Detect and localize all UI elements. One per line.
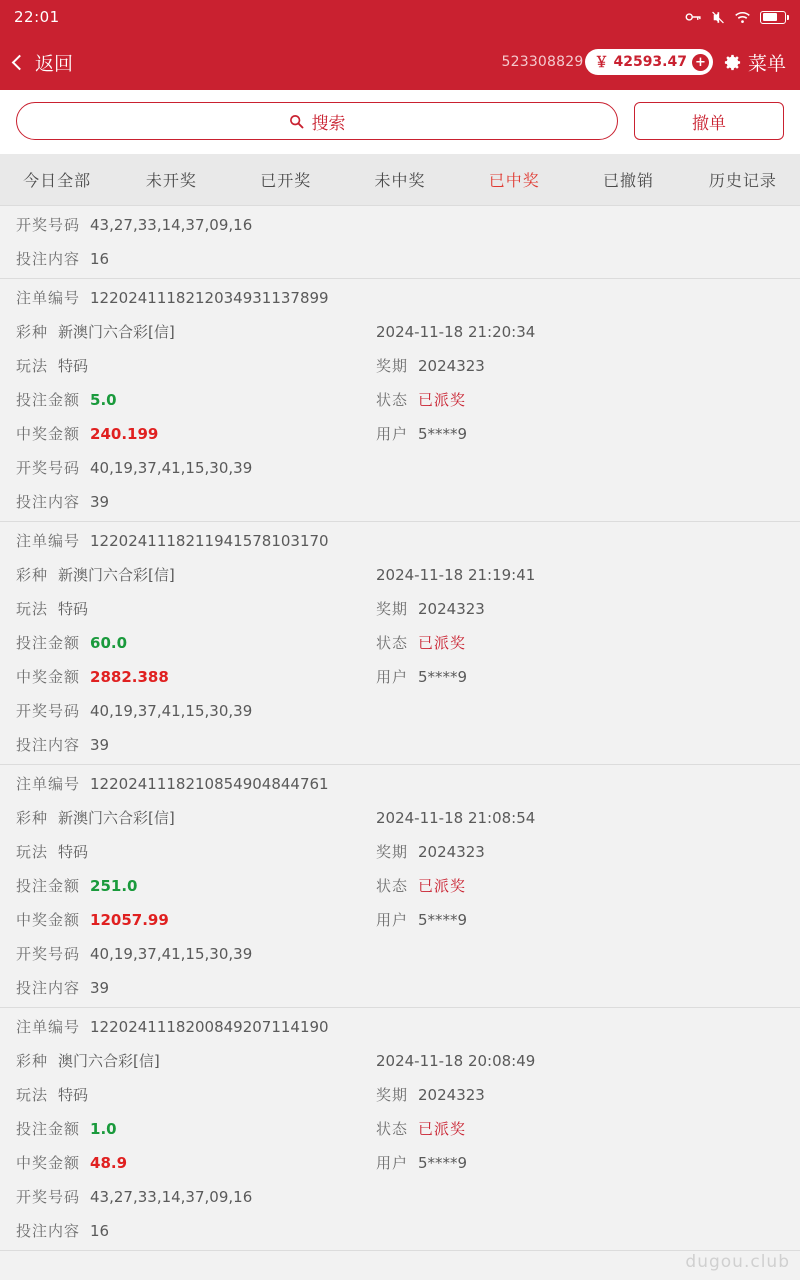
status-label: 状态 [376, 877, 409, 895]
status-badge: 已派奖 [418, 1120, 467, 1138]
bet-content-value: 39 [90, 736, 110, 754]
lottery-value: 澳门六合彩[信] [58, 1052, 160, 1070]
win-amount-value: 48.9 [90, 1154, 128, 1172]
tab-cancelled[interactable]: 已撤销 [603, 171, 655, 190]
lottery-field [16, 321, 376, 343]
lottery-time-row [0, 315, 800, 349]
status-field [376, 389, 784, 411]
tab-bar [0, 154, 800, 206]
list-item[interactable] [0, 522, 800, 765]
playtype-field [16, 355, 376, 377]
search-icon [289, 114, 304, 129]
lottery-label: 彩种 [16, 1052, 49, 1070]
watermark: dugou.club [685, 1252, 790, 1272]
issue-label: 奖期 [376, 1086, 409, 1104]
order-no-row [0, 524, 800, 558]
draw-numbers-row [0, 451, 800, 485]
cancel-order-button[interactable] [634, 102, 784, 140]
playtype-label: 玩法 [16, 600, 49, 618]
lottery-label: 彩种 [16, 566, 49, 584]
issue-label: 奖期 [376, 357, 409, 375]
bet-amount-label: 投注金额 [16, 391, 81, 409]
currency-symbol: ￥ [594, 55, 609, 71]
user-label: 用户 [376, 1154, 409, 1172]
wifi-icon [734, 11, 751, 24]
bet-content-label: 投注内容 [16, 1222, 81, 1240]
status-icon-group [685, 10, 786, 25]
playtype-issue-row [0, 349, 800, 383]
account-id: 523308829 [501, 54, 584, 70]
status-badge: 已派奖 [418, 634, 467, 652]
order-no-row [0, 767, 800, 801]
title-bar [0, 34, 800, 90]
bet-amount-label: 投注金额 [16, 634, 81, 652]
bet-content-row [0, 242, 800, 276]
playtype-value: 特码 [58, 357, 89, 375]
order-no-label: 注单编号 [16, 1018, 81, 1036]
bet-content-value: 16 [90, 1222, 110, 1240]
draw-numbers-value: 40,19,37,41,15,30,39 [90, 945, 253, 963]
user-value: 5****9 [418, 1154, 468, 1172]
order-list[interactable] [0, 206, 800, 1280]
draw-numbers-row [0, 1180, 800, 1214]
bet-amount-status-row [0, 626, 800, 660]
bet-amount-field [16, 389, 376, 411]
bet-amount-status-row [0, 869, 800, 903]
playtype-value: 特码 [58, 600, 89, 618]
win-amount-field [16, 909, 376, 931]
time-value: 2024-11-18 20:08:49 [376, 1052, 536, 1070]
draw-numbers-value: 40,19,37,41,15,30,39 [90, 459, 253, 477]
bet-amount-value: 60.0 [90, 634, 128, 652]
bet-content-value: 39 [90, 493, 110, 511]
playtype-label: 玩法 [16, 1086, 49, 1104]
search-label: 搜索 [311, 113, 346, 134]
user-field [376, 423, 784, 445]
order-no-label: 注单编号 [16, 289, 81, 307]
order-no-label: 注单编号 [16, 532, 81, 550]
win-amount-user-row [0, 1146, 800, 1180]
bet-content-value: 16 [90, 250, 110, 268]
bet-content-label: 投注内容 [16, 979, 81, 997]
issue-value: 2024323 [418, 1086, 485, 1104]
time-value: 2024-11-18 21:19:41 [376, 566, 536, 584]
order-no-value: 1220241118212034931137899 [90, 289, 329, 307]
issue-label: 奖期 [376, 600, 409, 618]
order-no-row [0, 281, 800, 315]
back-label: 返回 [35, 52, 74, 75]
time-field [376, 564, 784, 586]
win-amount-value: 2882.388 [90, 668, 169, 686]
cancel-order-label: 撤单 [692, 113, 726, 134]
playtype-field [16, 1084, 376, 1106]
issue-field [376, 1084, 784, 1106]
draw-numbers-value: 43,27,33,14,37,09,16 [90, 216, 253, 234]
user-field [376, 1152, 784, 1174]
lottery-field [16, 564, 376, 586]
order-no-row [0, 1010, 800, 1044]
menu-label: 菜单 [747, 52, 786, 75]
time-field [376, 807, 784, 829]
bet-content-row [0, 485, 800, 519]
user-value: 5****9 [418, 911, 468, 929]
list-item[interactable] [0, 1008, 800, 1251]
draw-numbers-label: 开奖号码 [16, 702, 81, 720]
playtype-issue-row [0, 835, 800, 869]
bet-amount-field [16, 875, 376, 897]
win-amount-value: 240.199 [90, 425, 159, 443]
lottery-time-row [0, 801, 800, 835]
draw-numbers-row [0, 694, 800, 728]
lottery-time-row [0, 558, 800, 592]
issue-value: 2024323 [418, 843, 485, 861]
win-amount-value: 12057.99 [90, 911, 169, 929]
status-label: 状态 [376, 1120, 409, 1138]
draw-numbers-label: 开奖号码 [16, 945, 81, 963]
back-button[interactable] [8, 49, 73, 76]
bet-amount-status-row [0, 383, 800, 417]
lottery-value: 新澳门六合彩[信] [58, 566, 175, 584]
issue-field [376, 598, 784, 620]
title-right-group [502, 49, 787, 76]
deposit-plus-icon[interactable]: + [692, 54, 709, 71]
status-field [376, 632, 784, 654]
status-label: 状态 [376, 634, 409, 652]
user-field [376, 909, 784, 931]
bet-amount-value: 251.0 [90, 877, 138, 895]
user-field [376, 666, 784, 688]
bet-amount-value: 1.0 [90, 1120, 117, 1138]
status-label: 状态 [376, 391, 409, 409]
draw-numbers-label: 开奖号码 [16, 216, 81, 234]
time-field [376, 1050, 784, 1072]
bet-content-row [0, 1214, 800, 1248]
time-value: 2024-11-18 21:20:34 [376, 323, 536, 341]
user-value: 5****9 [418, 668, 468, 686]
bet-amount-label: 投注金额 [16, 1120, 81, 1138]
search-row [0, 90, 800, 154]
bet-amount-status-row [0, 1112, 800, 1146]
list-item[interactable] [0, 765, 800, 1008]
playtype-value: 特码 [58, 843, 89, 861]
lottery-field [16, 1050, 376, 1072]
tab-drawn[interactable]: 已开奖 [260, 171, 312, 190]
tab-won[interactable]: 已中奖 [488, 171, 540, 190]
tab-not-drawn[interactable]: 未开奖 [145, 171, 197, 190]
playtype-issue-row [0, 592, 800, 626]
order-no-value: 1220241118211941578103170 [90, 532, 329, 550]
win-amount-field [16, 666, 376, 688]
order-no-label: 注单编号 [16, 775, 81, 793]
playtype-label: 玩法 [16, 357, 49, 375]
win-amount-field [16, 1152, 376, 1174]
bet-amount-field [16, 1118, 376, 1140]
playtype-label: 玩法 [16, 843, 49, 861]
bet-content-row [0, 728, 800, 762]
status-badge: 已派奖 [418, 877, 467, 895]
draw-numbers-label: 开奖号码 [16, 459, 81, 477]
status-field [376, 875, 784, 897]
user-label: 用户 [376, 911, 409, 929]
draw-numbers-value: 40,19,37,41,15,30,39 [90, 702, 253, 720]
bet-content-label: 投注内容 [16, 250, 81, 268]
bet-amount-label: 投注金额 [16, 877, 81, 895]
win-amount-label: 中奖金额 [16, 668, 81, 686]
status-clock: 22:01 [14, 8, 60, 26]
bet-content-row [0, 971, 800, 1005]
list-item[interactable] [0, 206, 800, 279]
issue-field [376, 355, 784, 377]
gear-icon [723, 53, 742, 72]
win-amount-label: 中奖金额 [16, 911, 81, 929]
order-no-value: 1220241118210854904844761 [90, 775, 329, 793]
playtype-field [16, 598, 376, 620]
lottery-label: 彩种 [16, 323, 49, 341]
chevron-left-icon [12, 54, 28, 70]
lottery-time-row [0, 1044, 800, 1078]
win-amount-user-row [0, 417, 800, 451]
battery-icon [760, 11, 786, 24]
bet-content-label: 投注内容 [16, 736, 81, 754]
order-no-value: 1220241118200849207114190 [90, 1018, 329, 1036]
bet-amount-value: 5.0 [90, 391, 117, 409]
draw-numbers-row [0, 208, 800, 242]
mute-icon [711, 10, 725, 25]
win-amount-label: 中奖金额 [16, 1154, 81, 1172]
lottery-label: 彩种 [16, 809, 49, 827]
time-value: 2024-11-18 21:08:54 [376, 809, 536, 827]
menu-button[interactable] [723, 49, 786, 76]
user-label: 用户 [376, 425, 409, 443]
user-label: 用户 [376, 668, 409, 686]
win-amount-label: 中奖金额 [16, 425, 81, 443]
bet-content-value: 39 [90, 979, 110, 997]
playtype-field [16, 841, 376, 863]
lottery-value: 新澳门六合彩[信] [58, 809, 175, 827]
draw-numbers-row [0, 937, 800, 971]
lottery-value: 新澳门六合彩[信] [58, 323, 175, 341]
list-item[interactable] [0, 279, 800, 522]
key-icon [685, 10, 702, 24]
tab-history[interactable]: 历史记录 [708, 171, 777, 190]
win-amount-field [16, 423, 376, 445]
status-badge: 已派奖 [418, 391, 467, 409]
time-field [376, 321, 784, 343]
bet-content-label: 投注内容 [16, 493, 81, 511]
playtype-value: 特码 [58, 1086, 89, 1104]
balance-amount: 42593.47 [613, 54, 687, 70]
tab-not-won[interactable]: 未中奖 [374, 171, 426, 190]
win-amount-user-row [0, 903, 800, 937]
search-button[interactable] [16, 102, 618, 140]
tab-today-all[interactable]: 今日全部 [23, 171, 92, 190]
issue-field [376, 841, 784, 863]
issue-label: 奖期 [376, 843, 409, 861]
lottery-field [16, 807, 376, 829]
status-field [376, 1118, 784, 1140]
balance-pill[interactable] [585, 49, 713, 75]
status-bar [0, 0, 800, 34]
draw-numbers-label: 开奖号码 [16, 1188, 81, 1206]
win-amount-user-row [0, 660, 800, 694]
user-value: 5****9 [418, 425, 468, 443]
playtype-issue-row [0, 1078, 800, 1112]
draw-numbers-value: 43,27,33,14,37,09,16 [90, 1188, 253, 1206]
issue-value: 2024323 [418, 600, 485, 618]
bet-amount-field [16, 632, 376, 654]
issue-value: 2024323 [418, 357, 485, 375]
